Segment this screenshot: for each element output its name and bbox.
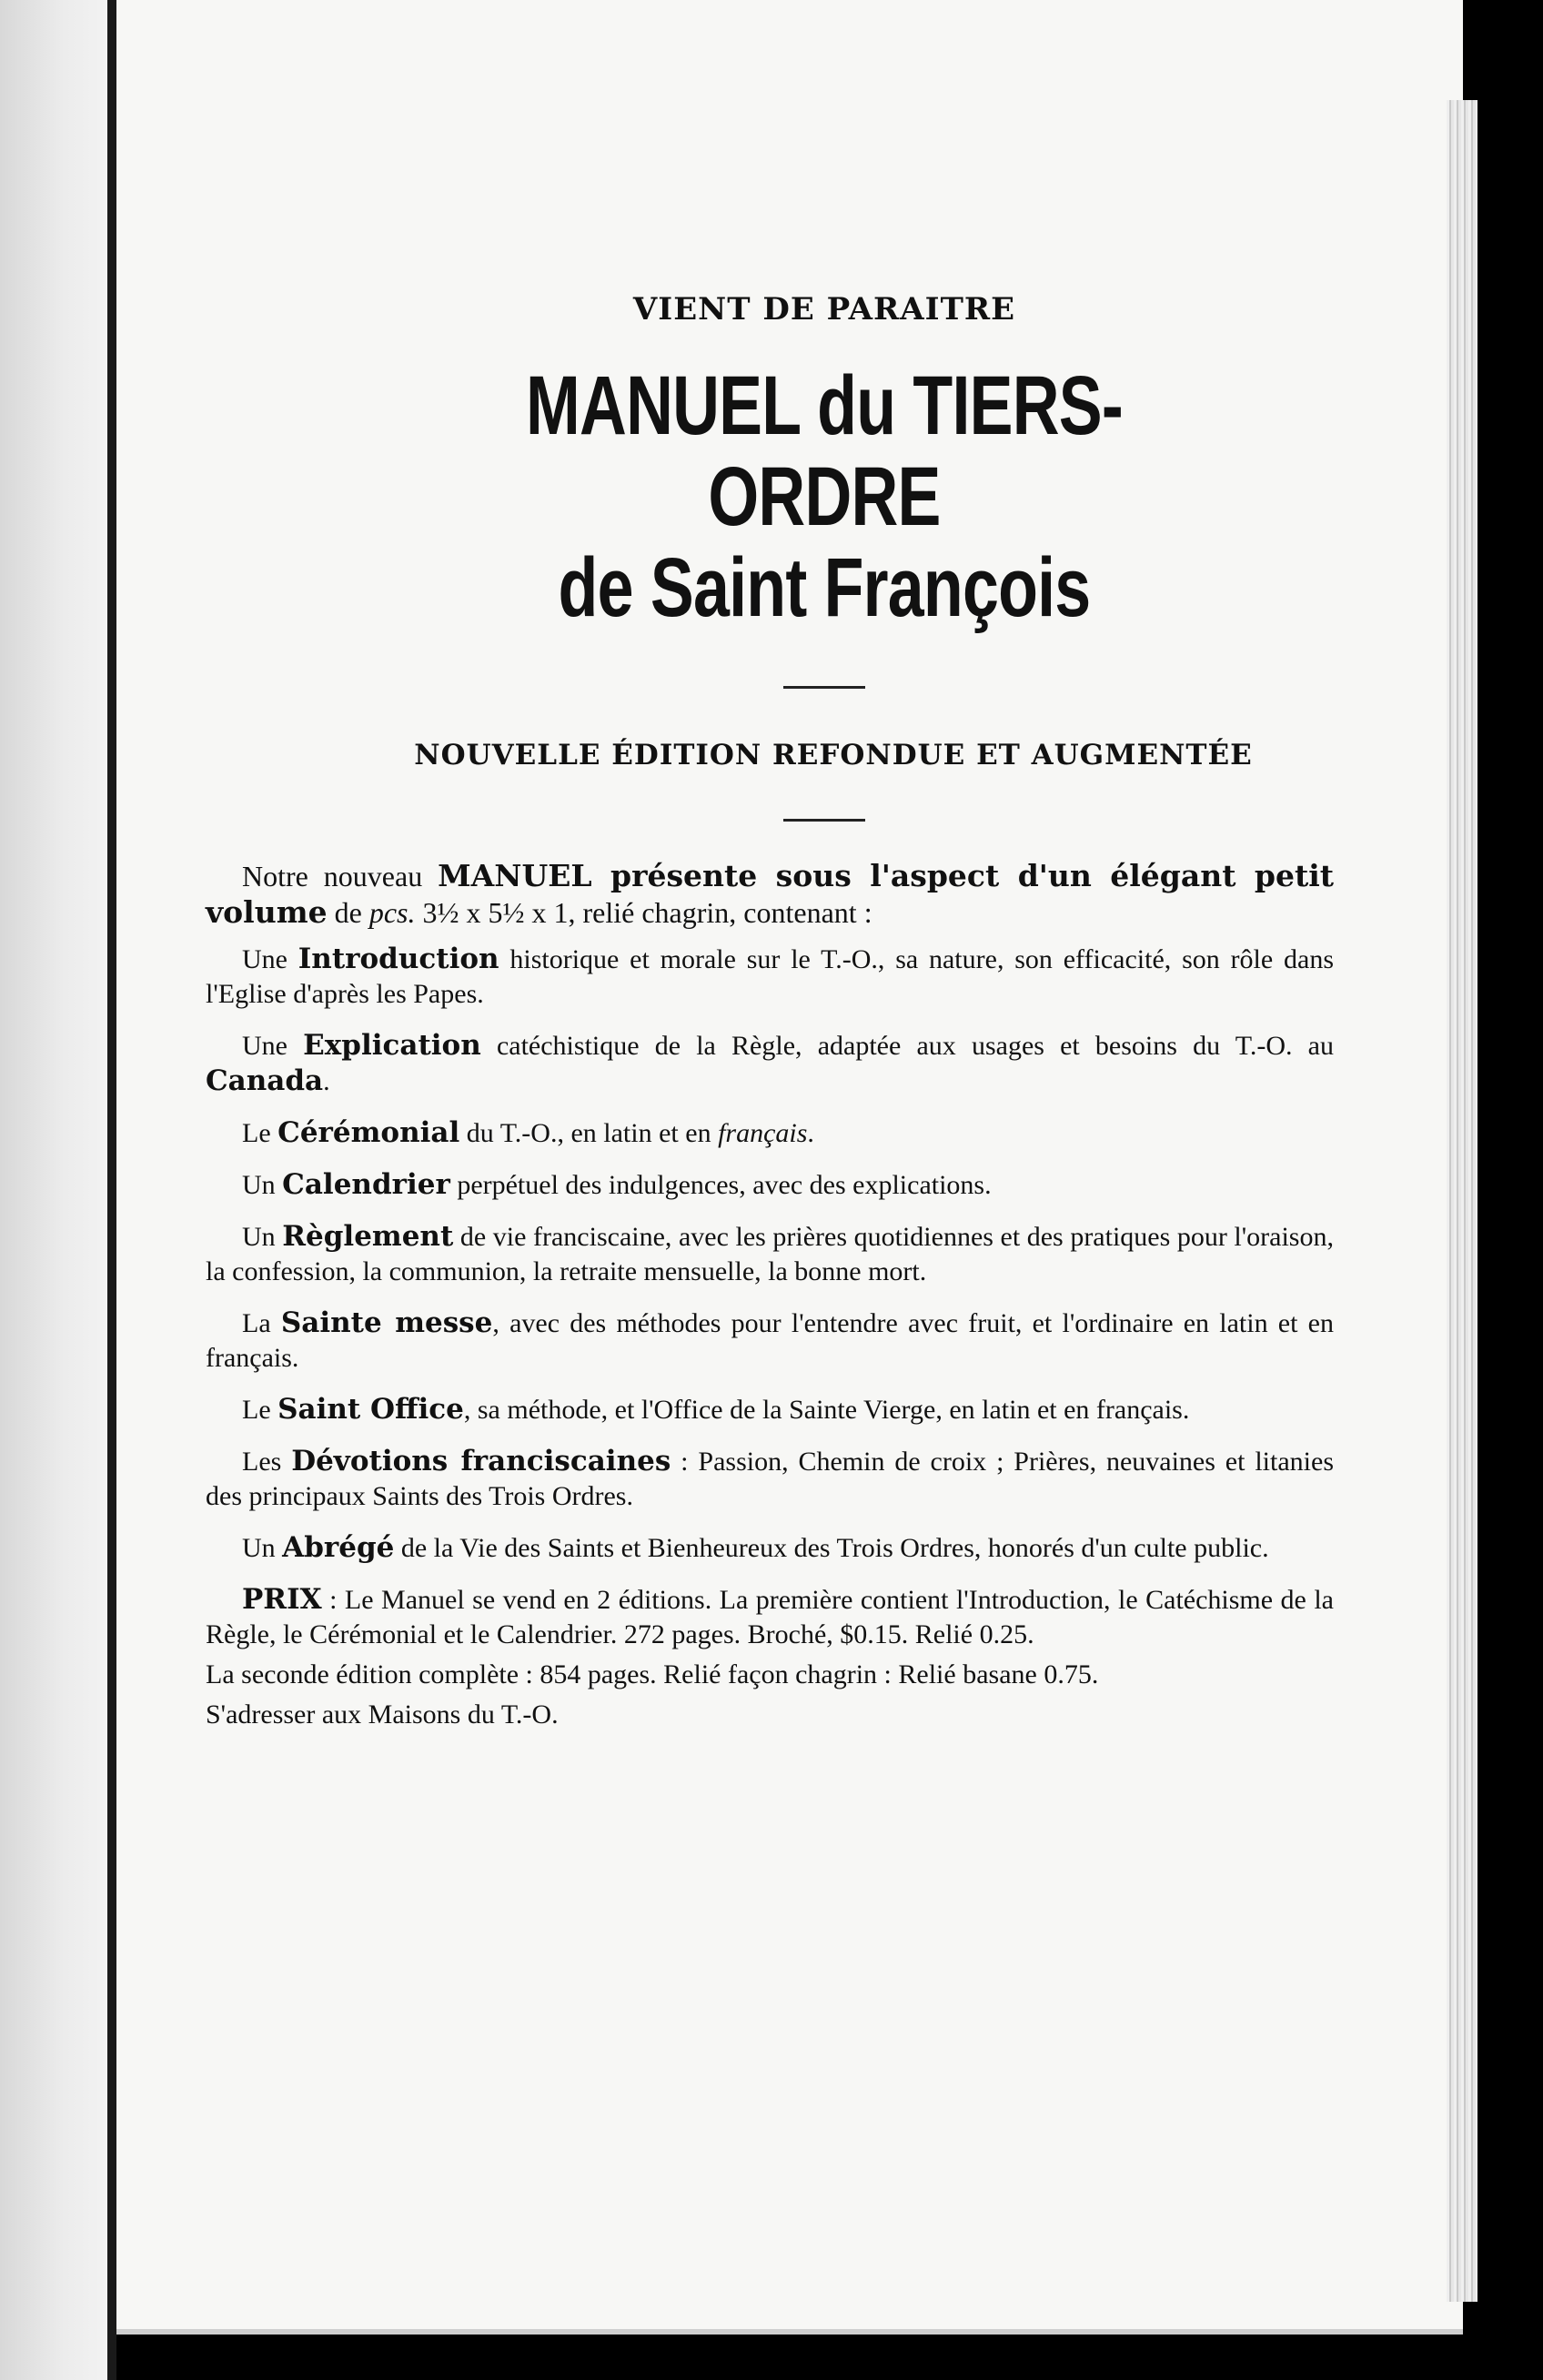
price-paragraph: PRIX : Le Manuel se vend en 2 éditions. La première contient l'Introduction, le Catéchisme de la Règle, le Cérémonial et le Calendrier. 272 pages. Broché, $0.15. Relié 0.25. [206, 1583, 1334, 1649]
intro-paragraph: Notre nouveau MANUEL présente sous l'aspect d'un élégant petit volume de pcs. 3½ x 5½ x 1, relié chagrin, contenant : [206, 858, 1335, 930]
page-stack-edge [1447, 100, 1477, 2302]
book-page [116, 0, 1463, 2335]
list-item: Le Saint Office, sa méthode, et l'Office de la Sainte Vierge, en latin et en français. [242, 1393, 1190, 1426]
page-content [206, 291, 1334, 1732]
list-item: Un Calendrier perpétuel des indulgences, avec des explications. [242, 1168, 992, 1201]
left-page-edge [0, 0, 107, 2380]
title-line-2: de Saint François [558, 541, 1091, 634]
list-item: La Sainte messe, avec des méthodes pour l'entendre avec fruit, et l'ordinaire en latin et en français. [206, 1306, 1334, 1373]
list-item: Une Introduction historique et morale sur le T.-O., sa nature, son efficacité, son rôle dans l'Eglise d'après les Papes. [206, 943, 1334, 1009]
list-item: Les Dévotions franciscaines : Passion, Chemin de croix ; Prières, neuvaines et litanies des principaux Saints des Trois Ordres. [206, 1445, 1334, 1511]
list-item: Une Explication catéchistique de la Règle, adaptée aux usages et besoins du T.-O. au Canada. [206, 1029, 1334, 1097]
title-line-1: MANUEL du TIERS-ORDRE [526, 359, 1123, 543]
price-second-edition: La seconde édition complète : 854 pages. Relié façon chagrin : Relié basane 0.75. [206, 1659, 1099, 1689]
list-item: Le Cérémonial du T.-O., en latin et en français. [242, 1116, 814, 1149]
list-item: Un Abrégé de la Vie des Saints et Bienheureux des Trois Ordres, honorés d'un culte public. [242, 1531, 1269, 1564]
contact-line: S'adresser aux Maisons du T.-O. [206, 1699, 559, 1730]
kicker-heading: VIENT DE PARAITRE [632, 291, 1016, 328]
edition-heading: NOUVELLE ÉDITION REFONDUE ET AUGMENTÉE [414, 739, 1253, 771]
book-gutter [107, 0, 116, 2380]
list-item: Un Règlement de vie franciscaine, avec les prières quotidiennes et des pratiques pour l'oraison, la confession, la communion, la retraite mensuelle, la bonne mort. [206, 1220, 1334, 1286]
